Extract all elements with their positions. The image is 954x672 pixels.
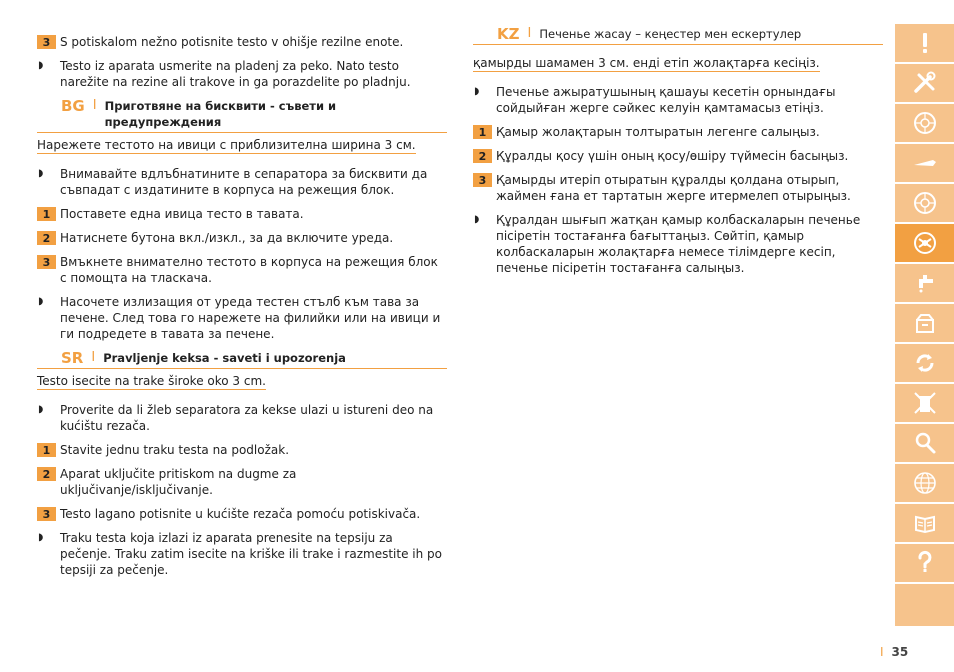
page-number — [880, 645, 908, 659]
section-header — [37, 350, 447, 366]
bullet-text: Внимавайте вдлъбнатините в сепаратора за бисквити да съвпадат с издатините в корпуса на режещия блок. — [60, 167, 428, 197]
step-text: Вмъкнете внимателно тестото в корпуса на режещия блок с помощта на тласкача. — [60, 255, 438, 285]
bullet-text: Насочете излизащия от уреда тестен стълб към тава за печене. След това го нарежете на филийки или на ивици и ги подредете в тавата за печене. — [60, 295, 441, 341]
step-number: 2 — [473, 149, 492, 163]
separator: I — [527, 26, 532, 41]
step-text: Қамыр жолақтарын толтыратын легенге салыңыз. — [496, 125, 820, 139]
step-text: Stavite jednu traku testa na podložak. — [60, 443, 290, 457]
numbered-step — [37, 254, 447, 286]
disc-icon — [911, 189, 939, 217]
exclamation-icon — [911, 29, 939, 57]
sidebar-tab-disc[interactable] — [895, 184, 954, 222]
no-bin-icon — [911, 389, 939, 417]
numbered-step — [473, 124, 883, 140]
bullet-text: Печенье ажыратушының қашауы кесетін орнындағы сойдыйған жерге сәйкес келуін қамтамасыз етіңіз. — [496, 85, 836, 115]
page-bar: I — [880, 645, 884, 659]
recycle-icon — [911, 349, 939, 377]
sr-section — [37, 350, 447, 578]
sr-items — [37, 402, 447, 578]
section-header — [473, 26, 883, 42]
step-text: Aparat uključite pritiskom na dugme za uključivanje/isključivanje. — [60, 467, 297, 497]
sidebar-tab-recycle[interactable] — [895, 344, 954, 382]
bullet-note — [37, 530, 447, 578]
step-number: 1 — [37, 207, 56, 221]
section-intro: Testo isecite na trake široke oko 3 cm. — [37, 374, 266, 388]
sidebar-tab-tools[interactable] — [895, 64, 954, 102]
language-code: KZ — [497, 25, 520, 43]
sidebar-tab-book[interactable] — [895, 504, 954, 542]
chapter-sidebar — [895, 24, 954, 626]
section-title: Pravljenje keksa - saveti i upozorenja — [103, 351, 346, 365]
bullet-text: Traku testa koja izlazi iz aparata prenesite na tepsiju za pečenje. Traku zatim isecite na kriške ili trake i razmestite ih po tepsiji za pečenje. — [60, 531, 442, 577]
language-code: BG — [61, 97, 85, 115]
step-number: 2 — [37, 467, 56, 481]
numbered-step — [473, 148, 883, 164]
sidebar-tab-cookie-disc[interactable] — [895, 224, 954, 262]
bullet-text: Құралдан шығып жатқан қамыр колбаскаларын печенье пісіретін тостағанға бағыттаңыз. Сөйтіп, қамыр колбаскаларын жолақтарға немесе тілімдерге кесіп, печенье пісіретін тостағанға салыңыз. — [496, 213, 861, 275]
magnifier-icon — [911, 429, 939, 457]
cookie-disc-icon — [911, 229, 939, 257]
bullet-icon: ◗ — [38, 404, 44, 415]
bullet-note — [37, 294, 447, 342]
numbered-step — [37, 466, 447, 498]
step-number: 3 — [37, 35, 56, 49]
numbered-step — [37, 206, 447, 222]
box-icon — [911, 309, 939, 337]
sidebar-tab-magnifier[interactable] — [895, 424, 954, 462]
separator: I — [92, 98, 97, 113]
section-intro: Нарежете тестото на ивици с приблизителна ширина 3 см. — [37, 138, 416, 152]
section-header — [37, 98, 447, 130]
step-text: Құралды қосу үшін оның қосу/өшіру түймесін басыңыз. — [496, 149, 849, 163]
step-number: 3 — [473, 173, 492, 187]
sidebar-tab-exclamation[interactable] — [895, 24, 954, 62]
kz-section — [473, 26, 883, 276]
bullet-note — [37, 402, 447, 434]
left-column — [37, 34, 447, 586]
sidebar-tab-box[interactable] — [895, 304, 954, 342]
numbered-step — [37, 230, 447, 246]
bullet-note — [473, 84, 883, 116]
faucet-icon — [911, 269, 939, 297]
sidebar-tab-globe[interactable] — [895, 464, 954, 502]
section-rule — [37, 368, 447, 369]
bullet-text: Proverite da li žleb separatora za kekse ulazi u istureni deo na kućištu rezača. — [60, 403, 434, 433]
step-text: S potiskalom nežno potisnite testo v ohišje rezilne enote. — [60, 35, 404, 49]
sidebar-tab-pusher[interactable] — [895, 144, 954, 182]
step-number: 1 — [473, 125, 492, 139]
right-column — [473, 26, 883, 284]
sidebar-tab-blank — [895, 584, 954, 626]
page-number-value: 35 — [891, 645, 909, 659]
bullet-text: Testo iz aparata usmerite na pladenj za peko. Nato testo narežite na rezine ali trakove in ga porazdelite po pladnju. — [60, 59, 411, 89]
bullet-icon: ◗ — [38, 168, 44, 179]
bullet-icon: ◗ — [474, 86, 480, 97]
numbered-step — [37, 442, 447, 458]
question-icon — [911, 549, 939, 577]
step-number: 3 — [37, 255, 56, 269]
bg-items — [37, 166, 447, 342]
language-code: SR — [61, 349, 84, 367]
step-text: Қамырды итеріп отыратын құралды қолдана отырып, жаймен ғана ет тартатын жерге итермелеп отырыңыз. — [496, 173, 851, 203]
section-rule — [37, 132, 447, 133]
bullet-icon: ◗ — [38, 296, 44, 307]
bullet-icon: ◗ — [38, 60, 44, 71]
bullet-icon: ◗ — [474, 214, 480, 225]
bullet-note — [37, 166, 447, 198]
step-number: 1 — [37, 443, 56, 457]
step-number: 2 — [37, 231, 56, 245]
disc-icon — [911, 109, 939, 137]
section-rule — [473, 44, 883, 45]
step-number: 3 — [37, 507, 56, 521]
sidebar-tab-question[interactable] — [895, 544, 954, 582]
globe-icon — [911, 469, 939, 497]
step-text: Поставете една ивица тесто в тавата. — [60, 207, 304, 221]
pusher-icon — [911, 149, 939, 177]
step-text: Натиснете бутона вкл./изкл., за да включите уреда. — [60, 231, 394, 245]
bullet-note — [37, 58, 447, 90]
kz-items — [473, 84, 883, 276]
left-top-items — [37, 34, 447, 90]
numbered-step — [473, 172, 883, 204]
tools-icon — [911, 69, 939, 97]
bullet-note — [473, 212, 883, 276]
bullet-icon: ◗ — [38, 532, 44, 543]
section-title: Приготвяне на бисквити - съвети и предупреждения — [104, 99, 337, 129]
book-icon — [911, 509, 939, 537]
sidebar-tab-faucet[interactable] — [895, 264, 954, 302]
section-title: Печенье жасау – кеңестер мен ескертулер — [539, 27, 802, 41]
sidebar-tab-no-bin[interactable] — [895, 384, 954, 422]
section-intro: қамырды шамамен 3 см. енді етіп жолақтарға кесіңіз. — [473, 56, 820, 70]
step-text: Testo lagano potisnite u kućište rezača pomoću potiskivača. — [60, 507, 421, 521]
separator: I — [91, 350, 96, 365]
bg-section — [37, 98, 447, 342]
numbered-step — [37, 506, 447, 522]
numbered-step — [37, 34, 447, 50]
sidebar-tab-disc[interactable] — [895, 104, 954, 142]
